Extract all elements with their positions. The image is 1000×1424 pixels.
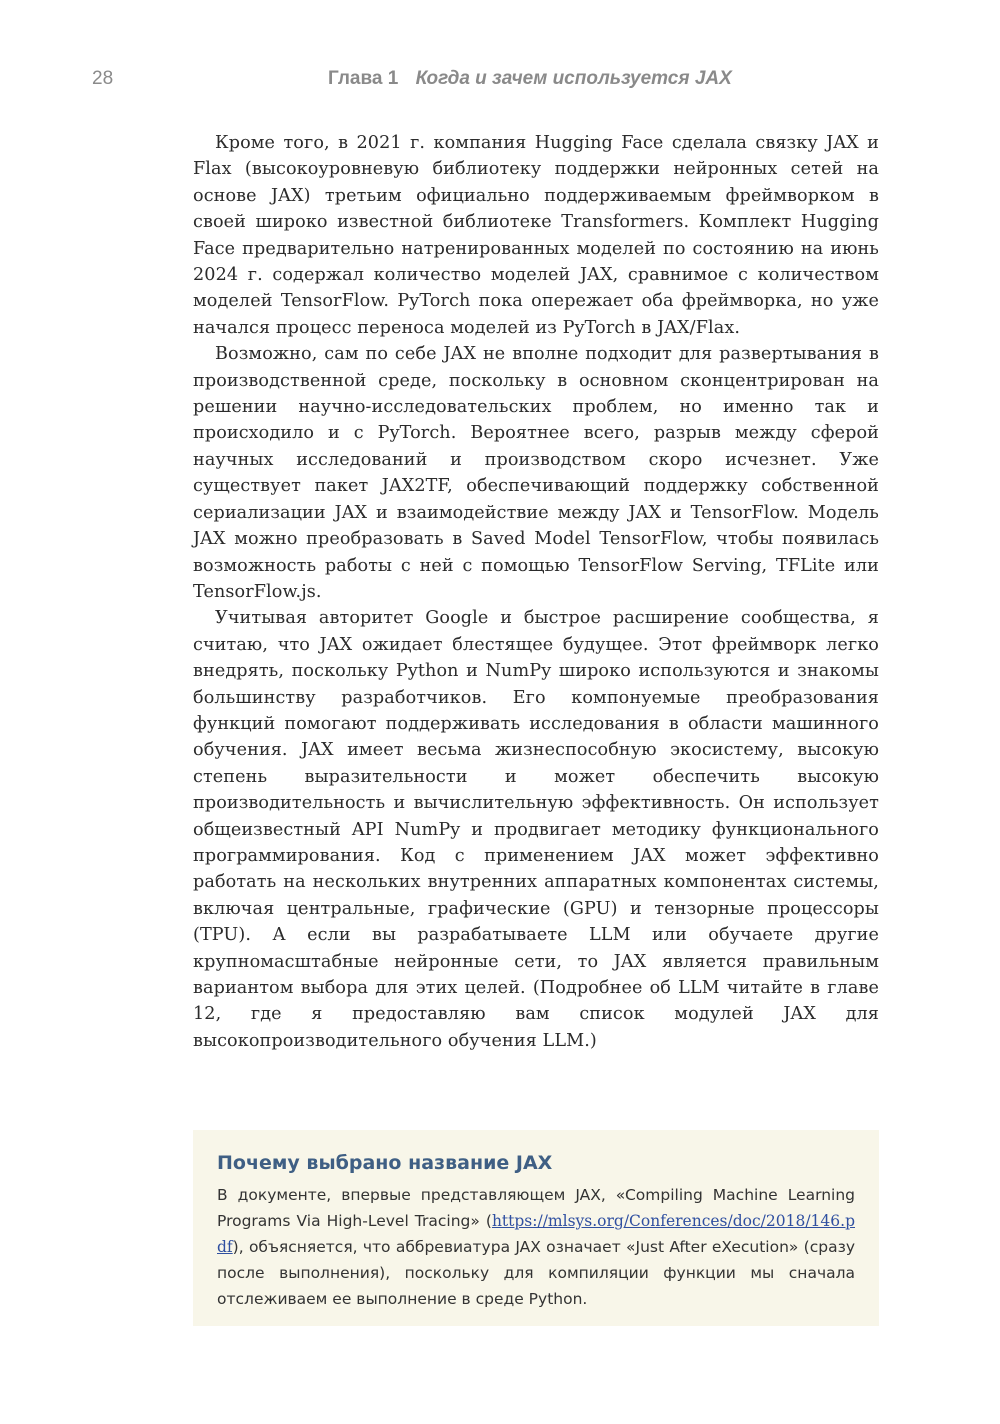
paragraph: Кроме того, в 2021 г. компания Hugging Face сделала связку JAX и Flax (высокоуровневую библиотеку поддержки нейронных сетей на основе JAX) третьим официально поддерживаемым фреймворком в своей широко известной библиотеке Transformers. Комплект Hugging Face предварительно натренированных моделей по состоянию на июнь 2024 г. содержал количество моделей JAX, сравнимое с количеством моделей TensorFlow. PyTorch пока опережает оба фреймворка, но уже начался процесс переноса моделей из PyTorch в JAX/Flax. <box>193 133 879 338</box>
paper-link[interactable]: https://mlsys.org/Conferences/doc/2018/146.pdf <box>217 1212 855 1256</box>
page-header <box>92 68 882 98</box>
chapter-title: Когда и зачем используется JAX <box>415 68 732 89</box>
sidebar-title: Почему выбрано название JAX <box>217 1152 553 1174</box>
sidebar-text-after-link: ), объясняется, что аббревиатура JAX означает «Just After eXecution» (сразу после выполнения), поскольку для компиляции функции мы сначала отслеживаем ее выполнение в среде Python. <box>217 1238 855 1308</box>
page-number: 28 <box>92 68 114 89</box>
main-text <box>193 130 879 1054</box>
running-head <box>328 68 732 90</box>
sidebar-note <box>193 1130 879 1326</box>
chapter-label: Глава 1 <box>328 68 399 89</box>
paragraph: Возможно, сам по себе JAX не вполне подходит для развертывания в производственной среде, поскольку в основном сконцентрирован на решении научно-исследовательских проблем, но именно так и происходило и с PyTorch. Вероятнее всего, разрыв между сферой научных исследований и производством скоро исчезнет. Уже существует пакет JAX2TF, обеспечивающий поддержку собственной сериализации JAX и взаимодействие между JAX и TensorFlow. Модель JAX можно преобразовать в Saved Model TensorFlow, чтобы появилась возможность работы с ней с помощью TensorFlow Serving, TFLite или TensorFlow.js. <box>193 344 879 602</box>
sidebar-text <box>217 1182 855 1312</box>
sidebar-text-before-link: В документе, впервые представляющем JAX, «Compiling Machine Learning Programs Via High-Level Tracing» ( <box>217 1186 855 1230</box>
paragraph: Учитывая авторитет Google и быстрое расширение сообщества, я считаю, что JAX ожидает блестящее будущее. Этот фреймворк легко внедрять, поскольку Python и NumPy широко используются и знакомы большинству разработчиков. Его компонуемые преобразования функций помогают поддерживать исследования в области машинного обучения. JAX имеет весьма жизнеспособную экосистему, высокую степень выразительности и может обеспечить высокую производительность и вычислительную эффективность. Он использует общеизвестный API NumPy и продвигает методику функционального программирования. Код с применением JAX может эффективно работать на нескольких внутренних аппаратных компонентах системы, включая центральные, графические (GPU) и тензорные процессоры (TPU). А если вы разрабатываете LLM или обучаете другие крупномасштабные нейронные сети, то JAX является правильным вариантом выбора для этих целей. (Подробнее об LLM читайте в главе 12, где я предоставляю вам список модулей JAX для высокопроизводительного обучения LLM.) <box>193 608 879 1051</box>
